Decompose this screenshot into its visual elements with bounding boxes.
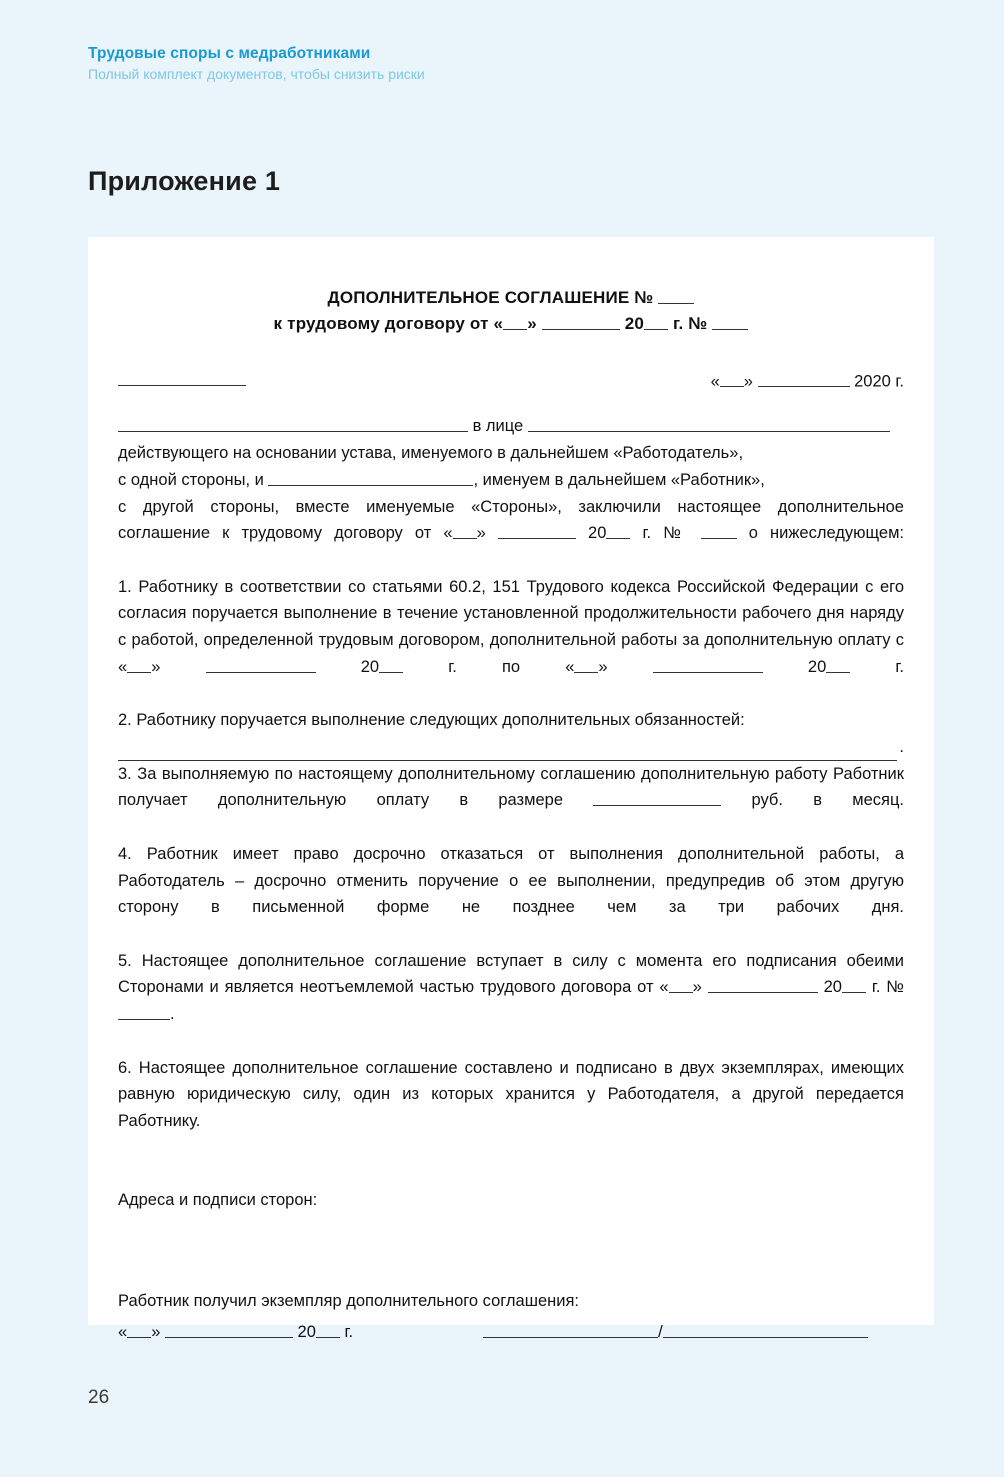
document-body: [118, 413, 904, 1161]
signatures-label: Адреса и подписи сторон:: [118, 1191, 318, 1210]
running-header: [88, 44, 888, 84]
place-blank: [118, 371, 246, 386]
document-content: [118, 285, 904, 1346]
contract-number-blank: [712, 313, 748, 330]
contract-day-blank: [503, 313, 527, 330]
receipt-day-blank: [127, 1322, 151, 1339]
paragraph-3: 3. За выполняемую по настоящему дополнительному соглашению дополнительную работу Работник получает дополнительную оплату в размере руб. в месяц.: [118, 764, 904, 810]
employee-name-blank: [268, 469, 473, 486]
receipt-signature: /: [483, 1319, 868, 1346]
intro-contract-day-blank: [453, 523, 477, 540]
title-number-blank: [658, 287, 694, 304]
duties-end-dot: .: [899, 737, 904, 756]
paragraph-2: 2. Работнику поручается выполнение следующих дополнительных обязанностей:: [118, 711, 745, 730]
page-number: 26: [88, 1387, 110, 1408]
page-title: Приложение 1: [88, 166, 281, 196]
intro-contract-month-blank: [498, 523, 576, 540]
duties-blank: [118, 742, 897, 761]
p5-contract-day-blank: [669, 977, 693, 994]
document-sheet: [88, 237, 934, 1342]
receipt-statement: Работник получил экземпляр дополнительного соглашения:: [118, 1292, 579, 1311]
document-title-line1: ДОПОЛНИТЕЛЬНОЕ СОГЛАШЕНИЕ №: [327, 288, 659, 307]
document-title: [118, 285, 904, 338]
work-end-month-blank: [653, 656, 763, 673]
work-start-month-blank: [206, 656, 316, 673]
place-and-date-row: [118, 371, 904, 392]
signing-date: « » 2020 г.: [710, 372, 904, 391]
paragraph-4: 4. Работник имеет право досрочно отказаться от выполнения дополнительной работы, а Работодатель – досрочно отменить поручение о ее выполнении, предупредив об этом другую сторону в письменной форме не позднее чем за три рабочих дня.: [118, 844, 904, 917]
receipt-date-and-signature-row: [118, 1319, 904, 1346]
paragraph-5: 5. Настоящее дополнительное соглашение вступает в силу с момента его подписания обеими Сторонами и является неотъемлемой частью трудового договора от « » 20 г. № .: [118, 951, 905, 1024]
work-end-year-blank: [826, 656, 850, 673]
contract-month-blank: [542, 313, 620, 330]
work-start-year-blank: [379, 656, 403, 673]
receipt-month-blank: [165, 1322, 293, 1339]
receipt-date: « » 20 г.: [118, 1323, 354, 1342]
duties-blank-line: [118, 734, 904, 761]
contract-year-blank: [644, 313, 668, 330]
work-start-day-blank: [127, 656, 151, 673]
signing-month-blank: [758, 371, 850, 388]
p5-contract-year-blank: [842, 977, 866, 994]
receipt-block: [118, 1288, 904, 1345]
p5-contract-number-blank: [118, 1004, 170, 1021]
work-end-day-blank: [574, 656, 598, 673]
signature-blank: [483, 1322, 658, 1339]
paragraph-1: 1. Работнику в соответствии со статьями 60.2, 151 Трудового кодекса Российской Федерации с его согласия поручается выполнение в течение установленной продолжительности рабочего дня наряду с работой, определенной трудовым договором, дополнительной работы за дополнительную оплату с « » 20 г. по « » 20 г.: [118, 577, 905, 676]
employer-name-blank: [118, 416, 468, 433]
receipt-year-blank: [316, 1322, 340, 1339]
paragraph-6: 6. Настоящее дополнительное соглашение составлено и подписано в двух экземплярах, имеющих равную юридическую силу, один из которых хранится у Работодателя, а другой передается Работнику.: [118, 1058, 904, 1131]
employer-representative-blank: [528, 416, 890, 433]
running-header-title: Трудовые споры с медработниками: [88, 45, 371, 62]
p5-contract-month-blank: [708, 977, 818, 994]
paragraph-intro-continued: с другой стороны, вместе именуемые «Стороны», заключили настоящее дополнительное соглашение к трудовому договору от « » 20 г. № о нижеследующем:: [118, 497, 905, 543]
paragraph-intro: в лице действующего на основании устава, именуемого в дальнейшем «Работодатель», с одной стороны, и , именуем в дальнейшем «Работник»,: [118, 413, 904, 493]
extra-payment-amount-blank: [593, 790, 721, 807]
signing-day-blank: [720, 371, 744, 388]
document-title-line2: к трудовому договору от « » 20 г. №: [118, 311, 904, 337]
running-header-subtitle: Полный комплект документов, чтобы снизить риски: [88, 66, 425, 83]
intro-contract-year-blank: [606, 523, 630, 540]
signature-name-blank: [663, 1322, 868, 1339]
intro-contract-number-blank: [701, 523, 737, 540]
